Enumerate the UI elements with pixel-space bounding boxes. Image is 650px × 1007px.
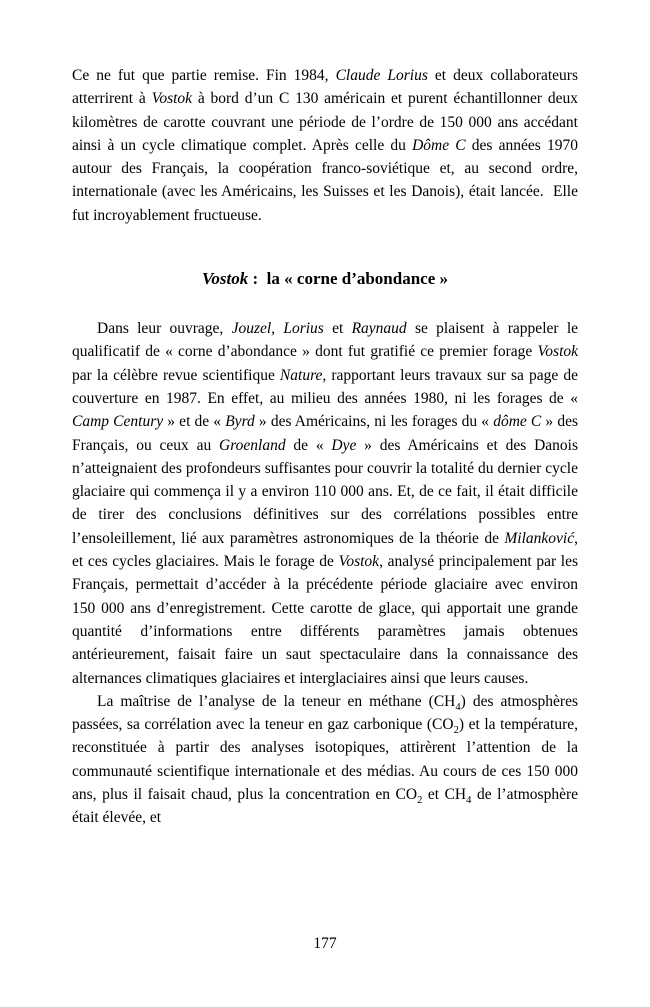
paragraph-methane-co2: La maîtrise de l’analyse de la teneur en méthane $(CH_4)$ des atmosphères passées, sa corrélation avec la teneur en gaz carbonique $(CO_2)$ et la température, reconstituée à partir des analyses isotopiques, attirèrent l’attention de la communauté scientifique internationale et des médias. Au cours de ces 150 000 ans, plus il faisait chaud, plus la concentration en $CO_2$ et $CH_4$ de l’atmosphère était élevée, et (72, 692, 579, 827)
text-block (72, 64, 578, 830)
page-number: 177 (313, 935, 337, 952)
paragraph-vostok-cornucopia: Dans leur ouvrage, Jouzel, Lorius et Raynaud se plaisent à rappeler le qualificatif de « corne d’abondance » dont fut gratifié ce premier forage Vostok par la célèbre revue scientifique Nature, rapportant leurs travaux sur sa page de couverture en 1987. En effet, au milieu des années 1980, ni les forages de « Camp Century » et de « Byrd » des Américains, ni les forages du « dôme C » des Français, ou ceux au Groenland de « Dye » des Américains et des Danois n’atteignaient des profondeurs suffisantes pour couvrir la totalité du dernier cycle glaciaire qui commença il y a environ 110 000 ans. Et, de ce fait, il était difficile de tirer des conclusions définitives sur des corrélations possibles entre l’ensoleillement, lié aux paramètres astronomiques de la théorie de Milanković, et ces cycles glaciaires. Mais le forage de Vostok, analysé principalement par les Français, permettait d’accéder à la précédente période glaciaire avec environ 150 000 ans d’enregistrement. Cette carotte de glace, qui apportait une grande quantité d’informations entre différents paramètres jamais obtenues antérieurement, faisait faire un saut spectaculaire dans la connaissance des alternances climatiques glaciaires et interglaciaires ainsi que leurs causes. (72, 320, 579, 687)
section-heading: Vostok : la « corne d’abondance » (201, 269, 449, 289)
paragraph-intro: Ce ne fut que partie remise. Fin 1984, Claude Lorius et deux collaborateurs atterrirent à Vostok à bord d’un C 130 américain et purent échantillonner deux kilomètres de carotte couvrant une période de l’ordre de 150 000 ans accédant ainsi à un cycle climatique complet. Après celle du Dôme C des années 1970 autour des Français, la coopération franco-soviétique et, au second ordre, internationale (avec les Américains, les Suisses et les Danois), était lancée. Elle fut incroyablement fructueuse. (72, 67, 579, 224)
